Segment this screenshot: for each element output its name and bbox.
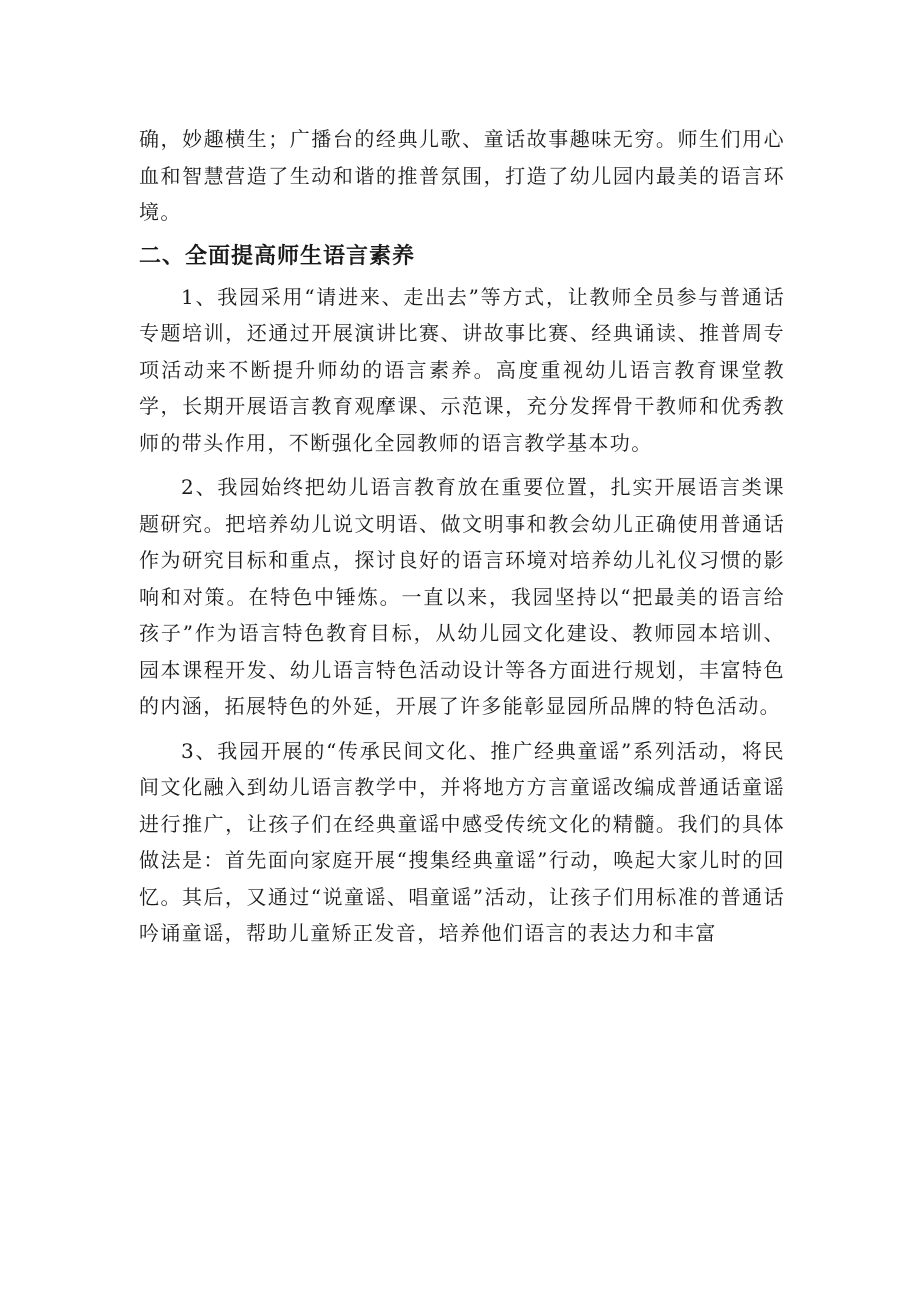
paragraph-2: 2、我园始终把幼儿语言教育放在重要位置，扎实开展语言类课题研究。把培养幼儿说文明语、做文明事和教会幼儿正确使用普通话作为研究目标和重点，探讨良好的语言环境对培养幼儿礼仪习惯的影响和对策。在特色中锤炼。一直以来，我园坚持以“把最美的语言给孩子”作为语言特色教育目标，从幼儿园文化建设、教师园本培训、园本课程开发、幼儿语言特色活动设计等各方面进行规划，丰富特色的内涵，拓展特色的外延，开展了许多能彰显园所品牌的特色活动。	[139, 475, 785, 718]
section-heading: 二、全面提高师生语言素养	[139, 243, 416, 269]
paragraph-gap	[139, 461, 785, 469]
paragraph-3: 3、我园开展的“传承民间文化、推广经典童谣”系列活动，将民间文化融入到幼儿语言教学中，并将地方方言童谣改编成普通话童谣进行推广，让孩子们在经典童谣中感受传统文化的精髓。我们的具体做法是：首先面向家庭开展“搜集经典童谣”行动，唤起大家儿时的回忆。其后，又通过“说童谣、唱童谣”活动，让孩子们用标准的普通话吟诵童谣，帮助儿童矫正发音，培养他们语言的表达力和丰富	[139, 738, 785, 945]
paragraph-1: 1、我园采用“请进来、走出去”等方式，让教师全员参与普通话专题培训，还通过开展演讲比赛、讲故事比赛、经典诵读、推普周专项活动来不断提升师幼的语言素养。高度重视幼儿语言教育课堂教学，长期开展语言教育观摩课、示范课，充分发挥骨干教师和优秀教师的带头作用，不断强化全园教师的语言教学基本功。	[139, 284, 785, 455]
continuation-paragraph: 确，妙趣横生；广播台的经典儿歌、童话故事趣味无穷。师生们用心血和智慧营造了生动和谐的推普氛围，打造了幼儿园内最美的语言环境。	[139, 127, 785, 224]
document-page	[139, 121, 785, 952]
paragraph-gap	[139, 725, 785, 733]
